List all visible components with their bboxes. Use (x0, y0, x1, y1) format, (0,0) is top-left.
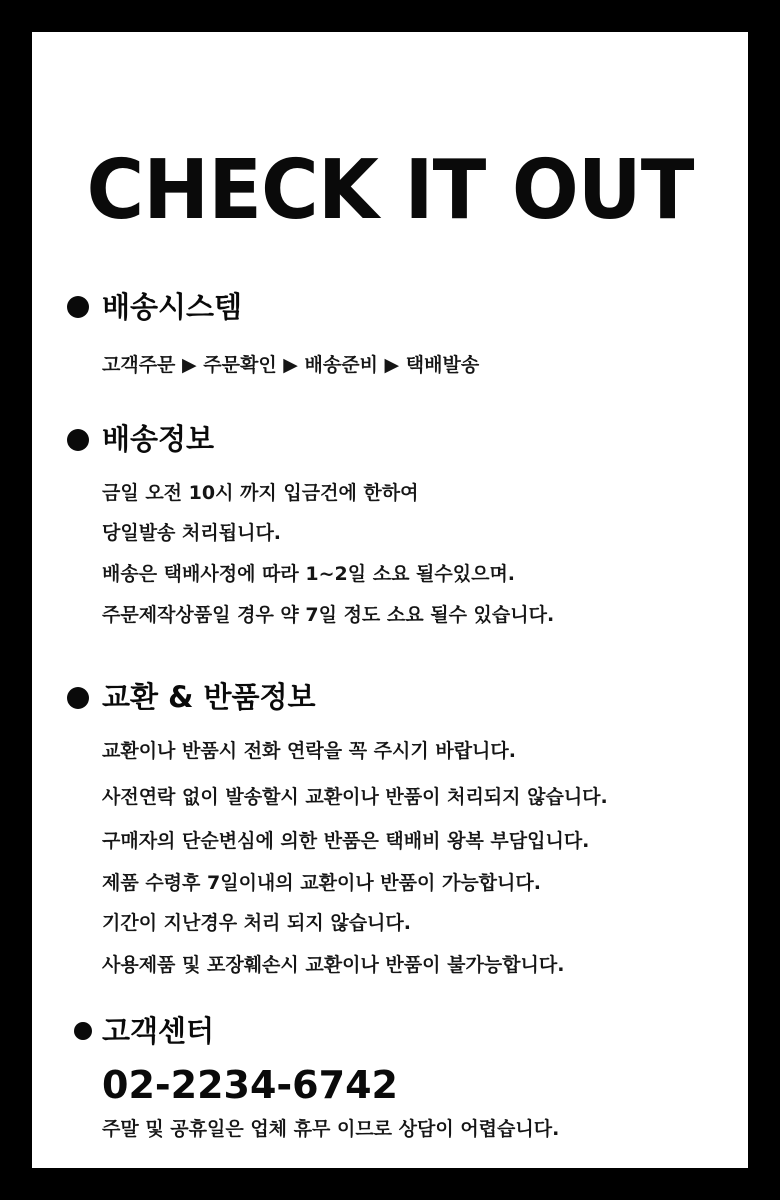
section-bullet-icon (74, 1022, 92, 1040)
section-bullet-icon (67, 296, 89, 318)
customer-center-note: 주말 및 공휴일은 업체 휴무 이므로 상담이 어렵습니다. (102, 1118, 560, 1140)
info-card (32, 32, 748, 1168)
delivery-system-steps: 고객주문 ▶ 주문확인 ▶ 배송준비 ▶ 택배발송 (102, 354, 480, 376)
section-heading-exchange-return: 교환 & 반품정보 (102, 680, 316, 714)
exchange-return-line: 사전연락 없이 발송할시 교환이나 반품이 처리되지 않습니다. (102, 786, 608, 808)
exchange-return-line: 기간이 지난경우 처리 되지 않습니다. (102, 912, 411, 934)
exchange-return-line: 교환이나 반품시 전화 연락을 꼭 주시기 바랍니다. (102, 740, 516, 762)
delivery-info-line: 배송은 택배사정에 따라 1~2일 소요 될수있으며. (102, 563, 516, 585)
section-bullet-icon (67, 429, 89, 451)
section-bullet-icon (67, 687, 89, 709)
exchange-return-line: 제품 수령후 7일이내의 교환이나 반품이 가능합니다. (102, 872, 541, 894)
section-heading-delivery-system: 배송시스템 (102, 290, 243, 324)
exchange-return-line: 구매자의 단순변심에 의한 반품은 택배비 왕복 부담입니다. (102, 830, 590, 852)
delivery-info-line: 금일 오전 10시 까지 입금건에 한하여 (102, 482, 419, 504)
exchange-return-line: 사용제품 및 포장훼손시 교환이나 반품이 불가능합니다. (102, 954, 565, 976)
page-title: CHECK IT OUT (86, 143, 694, 238)
delivery-info-line: 당일발송 처리됩니다. (102, 522, 282, 544)
section-heading-customer-center: 고객센터 (102, 1014, 215, 1048)
section-heading-delivery-info: 배송정보 (102, 422, 215, 456)
customer-center-phone: 02-2234-6742 (102, 1063, 398, 1107)
delivery-info-line: 주문제작상품일 경우 약 7일 정도 소요 될수 있습니다. (102, 604, 555, 626)
